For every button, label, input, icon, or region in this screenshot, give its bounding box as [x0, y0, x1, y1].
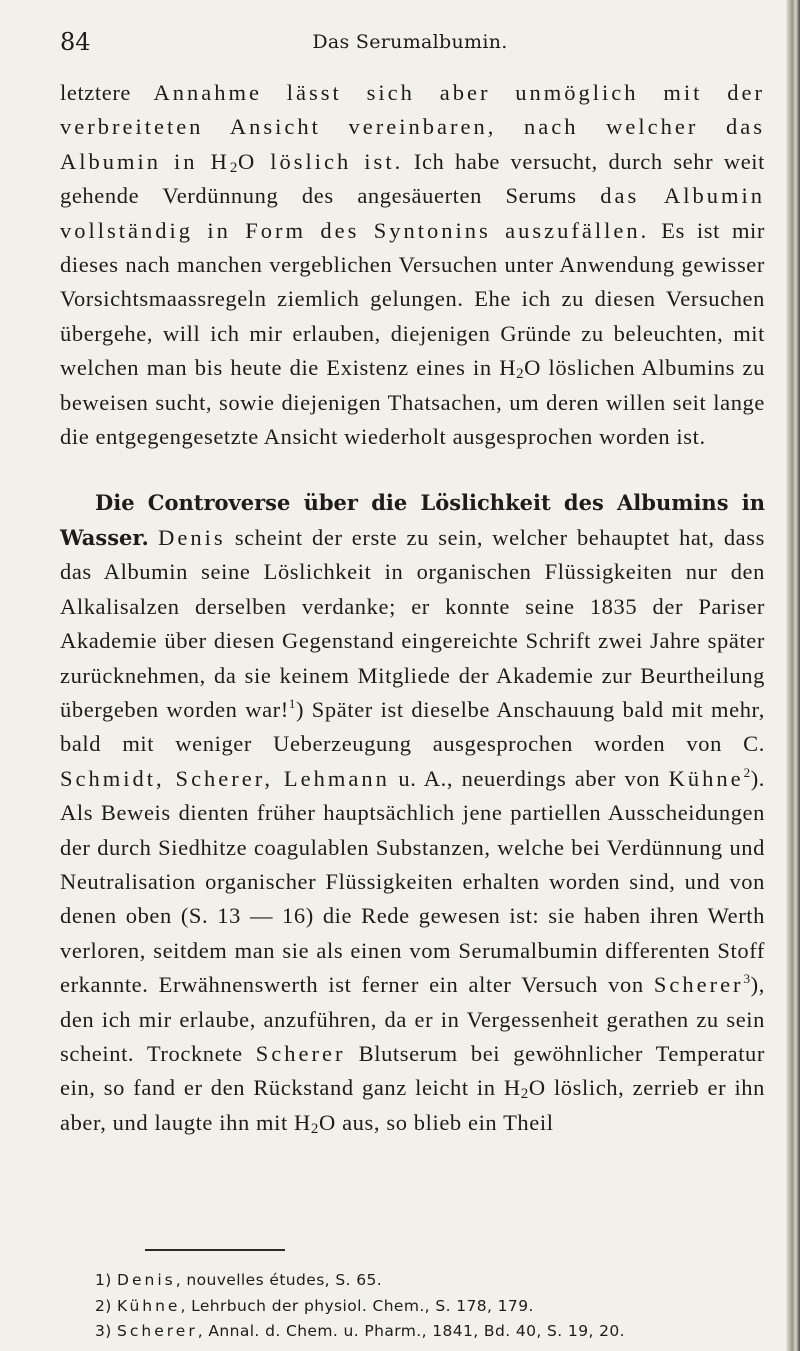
text-run: Es ist mir dieses nach manchen vergeblichen Versuchen unter Anwendung gewisser Vorsichtsmaassregeln ziemlich gelungen. Ehe ich zu diesen Versuchen übergehe, will ich mir erlauben, diejenigen Gründe zu beleuchten, mit welchen man bis heute die Existenz eines in H — [60, 217, 765, 381]
footnote-number: 1) — [95, 1271, 118, 1289]
page-number: 84 — [60, 28, 91, 56]
text-run: Blutserum bei gewöhnlicher Temperatur ein, so fand er den Rückstand ganz leicht in H — [60, 1040, 765, 1101]
footnote-number: 3) — [95, 1322, 118, 1340]
footnote-3 — [95, 1319, 755, 1345]
footnote-number: 2) — [95, 1296, 118, 1315]
text-run: Ich habe versucht, durch sehr weit gehende Verdünnung des angesäuerten Serums — [60, 148, 765, 209]
footnote-ref: 2 — [743, 764, 751, 780]
section-heading: Die Controverse über die Löslichkeit des Albumins in Wasser. — [60, 490, 765, 550]
subscript: 2 — [229, 159, 238, 176]
emphasis-run: O löslich ist. — [237, 148, 404, 174]
text-run: scheint der erste zu sein, welcher behauptet hat, dass das Albumin seine Löslichkeit in organischen Flüssigkeiten nur den Alkalisalzen derselben verdanke; er konnte seine 1835 der Pariser Akademie über diesen Gegenstand eingereichte Schrift zwei Jahre später zurücknehmen, da sie keinem Mitgliede der Akademie zur Beurtheilung übergeben worden war! — [60, 524, 765, 722]
text-run: ) Später ist dieselbe Anschauung bald mit mehr, bald mit weniger Ueberzeugung ausgesprochen worden von C. — [60, 696, 765, 757]
page-header — [60, 26, 760, 60]
footnote-2 — [95, 1294, 755, 1320]
footnote-text: , Lehrbuch der physiol. Chem., S. 178, 179. — [180, 1296, 534, 1315]
paragraph-2 — [60, 486, 765, 1140]
text-run: u. A., neuerdings aber von — [389, 765, 669, 791]
footnote-rule — [145, 1249, 285, 1251]
author-name: Scherer — [255, 1040, 346, 1066]
paragraph-1 — [60, 76, 765, 454]
footnote-ref: 3 — [743, 971, 751, 987]
footnote-1 — [95, 1268, 755, 1294]
author-name: Denis — [117, 1271, 176, 1289]
text-run: letztere — [60, 80, 154, 105]
text-run: O aus, so blieb ein Theil — [319, 1109, 554, 1135]
body-text — [60, 76, 765, 1140]
subscript: 2 — [516, 366, 525, 383]
emphasis-run: das Albumin vollständig in Form des Syntonins auszufällen. — [60, 183, 765, 243]
paragraph-gap — [60, 454, 765, 486]
author-name: Scherer — [653, 972, 744, 998]
author-name: Denis — [158, 524, 226, 550]
emphasis-run: Annahme lässt sich aber unmöglich mit der verbreiteten Ansicht vereinbaren, nach welcher das Albumin in H — [60, 80, 765, 174]
footnote-ref: 1 — [288, 695, 296, 711]
subscript: 2 — [520, 1086, 529, 1103]
text-run: ), den ich mir erlaube, anzuführen, da er in Vergessenheit gerathen zu sein scheint. Trocknete — [60, 972, 765, 1066]
text-run: ). Als Beweis dienten früher hauptsächlich jene partiellen Ausscheidungen der durch Siedhitze coagulablen Substanzen, welche bei Verdünnung und Neutralisation organischer Flüssigkeiten erhalten worden sind, und von denen oben (S. 13 — 16) die Rede gewesen ist: sie haben ihren Werth verloren, seitdem man sie als einen vom Serumalbumin differenten Stoff erkannte. Erwähnenswerth ist ferner ein alter Versuch von — [60, 765, 766, 998]
author-name: Scherer — [117, 1322, 198, 1340]
running-title: Das Serumalbumin. — [312, 31, 508, 53]
footnotes — [95, 1268, 755, 1345]
footnote-text: , nouvelles études, S. 65. — [175, 1271, 383, 1289]
author-name: Kühne — [668, 765, 744, 791]
footnote-text: , Annal. d. Chem. u. Pharm., 1841, Bd. 40, S. 19, 20. — [197, 1322, 625, 1340]
text-run: O löslich, zerrieb er ihn aber, und laugte ihn mit H — [60, 1075, 766, 1135]
page-edge — [786, 0, 800, 1351]
author-name: Schmidt, Scherer, Lehmann — [60, 765, 390, 791]
author-name: Kühne — [117, 1296, 181, 1315]
text-run: O löslichen Albumins zu beweisen sucht, sowie diejenigen Thatsachen, um deren willen seit lange die entgegengesetzte Ansicht wiederholt ausgesprochen worden ist. — [60, 355, 765, 450]
subscript: 2 — [310, 1120, 320, 1137]
